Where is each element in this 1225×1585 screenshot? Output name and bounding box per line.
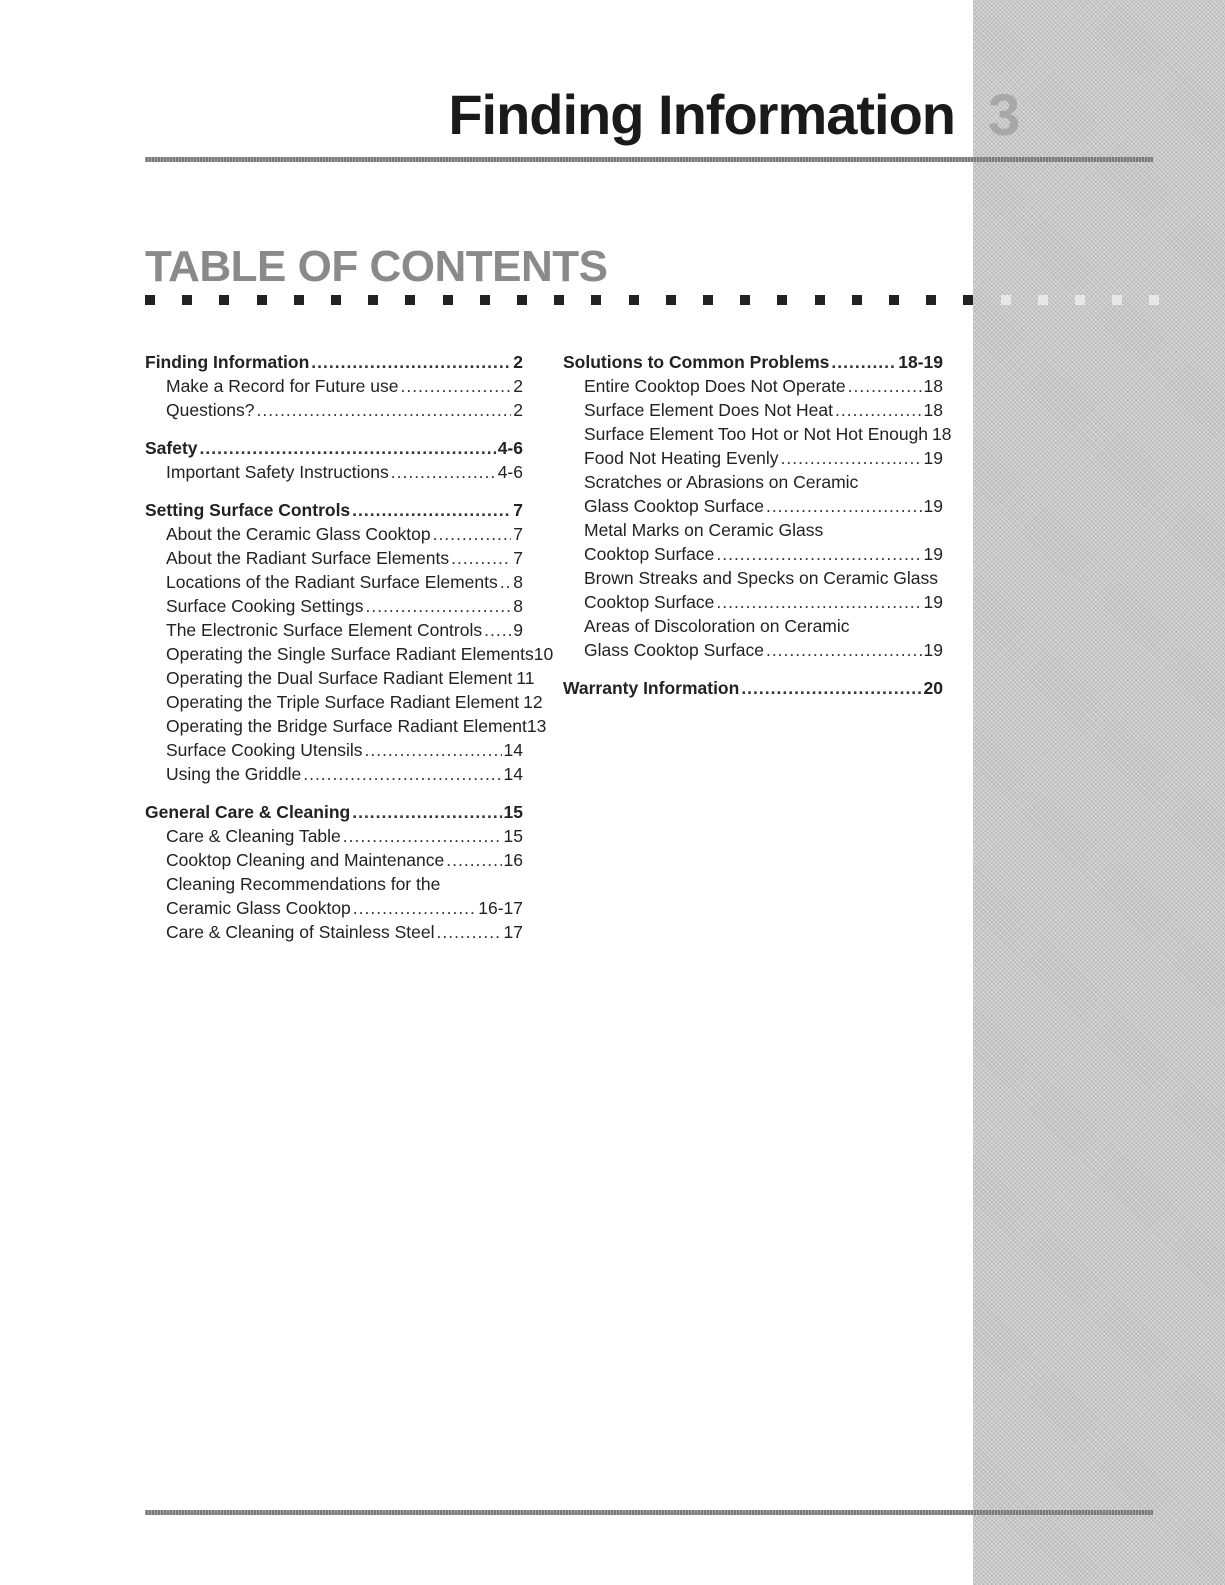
toc-entry-page: 2 bbox=[513, 352, 523, 372]
toc-entry-label: Brown Streaks and Specks on Ceramic Glass bbox=[584, 568, 939, 588]
toc-entry-page: 2 bbox=[513, 376, 523, 396]
toc-entry bbox=[563, 590, 943, 614]
dot-leader bbox=[716, 542, 921, 566]
toc-entry bbox=[145, 896, 523, 920]
footer-rule bbox=[145, 1510, 1153, 1515]
toc-entry-label: Areas of Discoloration on Ceramic bbox=[584, 616, 850, 636]
decorative-square bbox=[815, 295, 825, 305]
toc-entry bbox=[563, 494, 943, 518]
decorative-square bbox=[852, 295, 862, 305]
toc-entry-page: 12 bbox=[523, 692, 543, 712]
toc-entry-label: Important Safety Instructions bbox=[166, 462, 389, 482]
toc-entry-label: Setting Surface Controls bbox=[145, 500, 351, 520]
toc-entry-page: 13 bbox=[526, 716, 547, 736]
toc-entry-page: 11 bbox=[516, 668, 535, 688]
toc-entry-label: Surface Cooking Utensils bbox=[166, 740, 363, 760]
toc-entry-page: 7 bbox=[513, 524, 523, 544]
decorative-square bbox=[629, 295, 639, 305]
toc-entry-page: 4-6 bbox=[497, 438, 523, 458]
toc-entry bbox=[145, 872, 523, 896]
decorative-square bbox=[1112, 295, 1122, 305]
dot-leader bbox=[200, 436, 496, 460]
toc-entry-label: Surface Element Too Hot or Not Hot Enough bbox=[584, 424, 929, 444]
toc-entry-page: 15 bbox=[503, 802, 523, 822]
toc-entry-label: Locations of the Radiant Surface Elements bbox=[166, 572, 498, 592]
toc-entry bbox=[145, 714, 547, 738]
toc-entry-label: Scratches or Abrasions on Ceramic bbox=[584, 472, 859, 492]
dot-leader bbox=[365, 594, 511, 618]
decorative-square bbox=[1001, 295, 1011, 305]
toc-entry-page: 19 bbox=[923, 496, 943, 516]
toc-entry-label: About the Radiant Surface Elements bbox=[166, 548, 450, 568]
decorative-square bbox=[703, 295, 713, 305]
decorative-square bbox=[777, 295, 787, 305]
dot-leader bbox=[716, 590, 921, 614]
toc-entry-label: Entire Cooktop Does Not Operate bbox=[584, 376, 846, 396]
dot-leader bbox=[352, 498, 511, 522]
toc-entry-page: 10 bbox=[533, 644, 554, 664]
toc-entry-label: Glass Cooktop Surface bbox=[584, 640, 764, 660]
toc-entry bbox=[563, 566, 943, 590]
toc-entry bbox=[145, 398, 523, 422]
toc-entry-page: 14 bbox=[503, 764, 523, 784]
toc-section bbox=[145, 436, 523, 460]
toc-entry-label: Safety bbox=[145, 438, 198, 458]
dot-leader bbox=[257, 398, 512, 422]
decorative-square bbox=[1075, 295, 1085, 305]
toc-entry bbox=[563, 446, 943, 470]
toc-right-column bbox=[563, 350, 952, 700]
toc-entry-label: Make a Record for Future use bbox=[166, 376, 399, 396]
decorative-square bbox=[554, 295, 564, 305]
toc-entry-label: Finding Information bbox=[145, 352, 310, 372]
toc-entry bbox=[563, 398, 943, 422]
toc-entry bbox=[145, 642, 554, 666]
toc-entry bbox=[145, 618, 523, 642]
dot-leader bbox=[766, 638, 922, 662]
toc-heading: TABLE OF CONTENTS bbox=[145, 242, 608, 291]
toc-entry bbox=[145, 738, 523, 762]
dot-leader bbox=[451, 546, 511, 570]
toc-entry-label: Operating the Dual Surface Radiant Element bbox=[166, 668, 513, 688]
decorative-square bbox=[145, 295, 155, 305]
toc-entry bbox=[145, 824, 523, 848]
toc-entry-label: Glass Cooktop Surface bbox=[584, 496, 764, 516]
decorative-square bbox=[926, 295, 936, 305]
toc-section bbox=[563, 676, 943, 700]
dot-leader bbox=[781, 446, 922, 470]
toc-left-column bbox=[145, 350, 554, 944]
decorative-square bbox=[219, 295, 229, 305]
toc-entry-page: 17 bbox=[503, 922, 523, 942]
toc-entry-label: Questions? bbox=[166, 400, 255, 420]
dot-leader bbox=[353, 896, 476, 920]
toc-entry-label: Solutions to Common Problems bbox=[563, 352, 830, 372]
toc-entry bbox=[563, 518, 943, 542]
decorative-square bbox=[666, 295, 676, 305]
dot-leader bbox=[364, 738, 501, 762]
toc-entry bbox=[563, 470, 943, 494]
toc-entry-page: 19 bbox=[923, 448, 943, 468]
toc-entry bbox=[563, 422, 952, 446]
dot-leader bbox=[436, 920, 501, 944]
decorative-square-row bbox=[145, 295, 1165, 307]
decorative-square bbox=[405, 295, 415, 305]
dot-leader bbox=[831, 350, 896, 374]
toc-entry-label: About the Ceramic Glass Cooktop bbox=[166, 524, 431, 544]
toc-entry bbox=[145, 848, 523, 872]
dot-leader bbox=[446, 848, 501, 872]
toc-entry-label: Metal Marks on Ceramic Glass bbox=[584, 520, 824, 540]
toc-entry-page: 18-19 bbox=[898, 352, 943, 372]
toc-entry-page: 18 bbox=[923, 376, 943, 396]
toc-entry-label: Using the Griddle bbox=[166, 764, 302, 784]
toc-entry bbox=[145, 522, 523, 546]
toc-entry-page: 19 bbox=[923, 592, 943, 612]
toc-entry bbox=[145, 690, 543, 714]
toc-entry-page: 16-17 bbox=[478, 898, 523, 918]
toc-entry-label: The Electronic Surface Element Controls bbox=[166, 620, 483, 640]
decorative-square bbox=[889, 295, 899, 305]
toc-entry-label: Cooktop Surface bbox=[584, 592, 715, 612]
toc-entry-label: Cleaning Recommendations for the bbox=[166, 874, 441, 894]
toc-entry-label: Care & Cleaning of Stainless Steel bbox=[166, 922, 435, 942]
toc-entry-page: 19 bbox=[923, 544, 943, 564]
dot-leader bbox=[311, 350, 511, 374]
toc-entry-page: 4-6 bbox=[497, 462, 523, 482]
decorative-square bbox=[443, 295, 453, 305]
decorative-square bbox=[182, 295, 192, 305]
toc-entry bbox=[145, 374, 523, 398]
toc-entry-label: Operating the Triple Surface Radiant Element bbox=[166, 692, 520, 712]
toc-entry bbox=[145, 762, 523, 786]
toc-entry-page: 2 bbox=[513, 400, 523, 420]
toc-entry bbox=[145, 546, 523, 570]
toc-entry bbox=[145, 666, 535, 690]
toc-entry-page: 7 bbox=[513, 548, 523, 568]
toc-entry-page: 16 bbox=[503, 850, 523, 870]
dot-leader bbox=[741, 676, 921, 700]
toc-entry bbox=[145, 460, 523, 484]
toc-entry-page: 15 bbox=[503, 826, 523, 846]
toc-entry bbox=[145, 920, 523, 944]
toc-section bbox=[145, 800, 523, 824]
page-title: Finding Information bbox=[448, 83, 955, 146]
toc-entry-label: Surface Element Does Not Heat bbox=[584, 400, 834, 420]
toc-entry-page: 18 bbox=[932, 424, 952, 444]
toc-entry bbox=[563, 614, 943, 638]
decorative-square bbox=[331, 295, 341, 305]
toc-entry-page: 8 bbox=[513, 572, 523, 592]
dot-leader bbox=[400, 374, 511, 398]
toc-entry bbox=[563, 638, 943, 662]
side-tab-decoration bbox=[973, 0, 1225, 1585]
toc-entry-label: Operating the Single Surface Radiant Elements bbox=[166, 644, 534, 664]
dot-leader bbox=[343, 824, 502, 848]
toc-entry-label: General Care & Cleaning bbox=[145, 802, 351, 822]
toc-section bbox=[563, 350, 943, 374]
decorative-square bbox=[257, 295, 267, 305]
toc-entry-page: 14 bbox=[503, 740, 523, 760]
toc-entry bbox=[145, 594, 523, 618]
dot-leader bbox=[766, 494, 922, 518]
toc-section bbox=[145, 350, 523, 374]
toc-entry-label: Cooktop Cleaning and Maintenance bbox=[166, 850, 445, 870]
decorative-square bbox=[517, 295, 527, 305]
toc-entry-label: Operating the Bridge Surface Radiant Element bbox=[166, 716, 527, 736]
toc-entry-page: 9 bbox=[513, 620, 523, 640]
decorative-square bbox=[1038, 295, 1048, 305]
dot-leader bbox=[848, 374, 922, 398]
toc-entry-page: 7 bbox=[513, 500, 523, 520]
dot-leader bbox=[500, 570, 512, 594]
decorative-square bbox=[480, 295, 490, 305]
decorative-square bbox=[740, 295, 750, 305]
toc-entry-page: 18 bbox=[923, 400, 943, 420]
dot-leader bbox=[352, 800, 501, 824]
toc-entry-page: 19 bbox=[923, 640, 943, 660]
dot-leader bbox=[303, 762, 501, 786]
decorative-square bbox=[294, 295, 304, 305]
toc-entry-page: 20 bbox=[923, 678, 943, 698]
decorative-square bbox=[963, 295, 973, 305]
page-number: 3 bbox=[988, 83, 1021, 148]
toc-entry bbox=[563, 374, 943, 398]
dot-leader bbox=[835, 398, 922, 422]
header-rule bbox=[145, 157, 1153, 162]
toc-entry bbox=[563, 542, 943, 566]
toc-entry-label: Warranty Information bbox=[563, 678, 740, 698]
toc-entry-label: Surface Cooking Settings bbox=[166, 596, 364, 616]
decorative-square bbox=[368, 295, 378, 305]
toc-entry-label: Ceramic Glass Cooktop bbox=[166, 898, 351, 918]
dot-leader bbox=[433, 522, 512, 546]
toc-entry-label: Care & Cleaning Table bbox=[166, 826, 341, 846]
toc-entry-page: 8 bbox=[513, 596, 523, 616]
toc-section bbox=[145, 498, 523, 522]
dot-leader bbox=[484, 618, 511, 642]
dot-leader bbox=[391, 460, 496, 484]
toc-entry-label: Cooktop Surface bbox=[584, 544, 715, 564]
toc-entry-label: Food Not Heating Evenly bbox=[584, 448, 779, 468]
decorative-square bbox=[1149, 295, 1159, 305]
decorative-square bbox=[591, 295, 601, 305]
toc-entry bbox=[145, 570, 523, 594]
